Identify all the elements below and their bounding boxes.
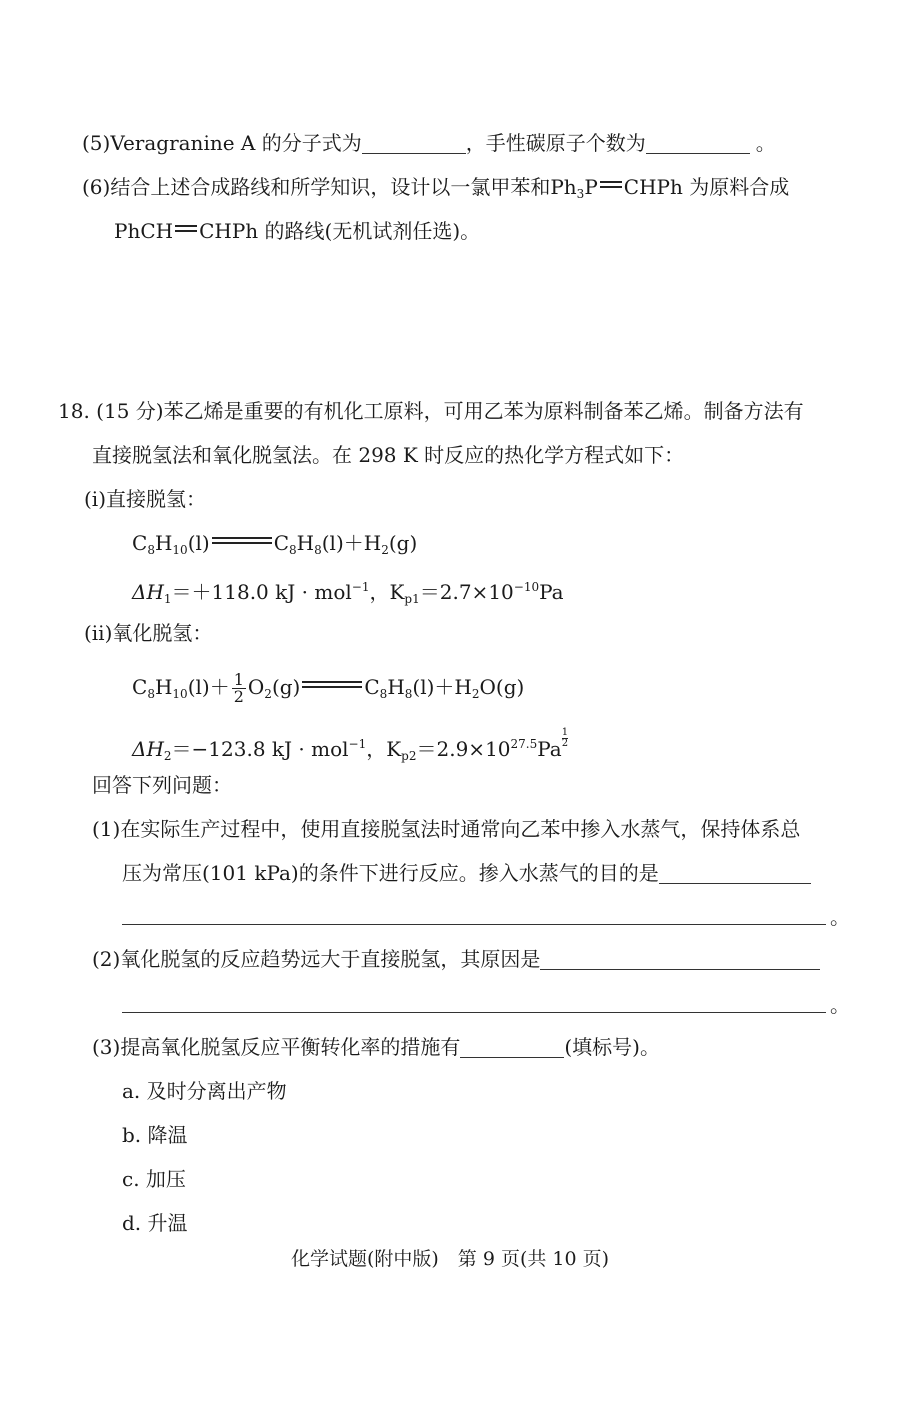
option-a: a. 及时分离出产物 <box>122 1079 287 1103</box>
q18-part3: (3)提高氧化脱氢反应平衡转化率的措施有 (填标号)。 <box>92 1035 660 1059</box>
answer-blank-reason[interactable] <box>540 949 820 970</box>
fraction-one-half: $\frac{1}{2}$ <box>233 670 244 706</box>
q18-dh2: $\Delta H_2=-123.8$ kJ · mol$^{-1}$，$K_{p2}=2.9\times 10^{27.5}Pa$ $\frac{1}{2}$ <box>132 727 569 763</box>
q18-answer-heading: 回答下列问题： <box>92 773 232 797</box>
q18-intro-line2: 直接脱氢法和氧化脱氢法。在 298 K 时反应的热化学方程式如下： <box>92 443 685 467</box>
answer-blank-steam-purpose[interactable] <box>659 863 811 884</box>
answer-blank-chiral-count[interactable] <box>646 133 750 154</box>
q17-part6-line2: PhCH CHPh 的路线(无机试剂任选)。 <box>114 219 481 243</box>
q17-part6-line1: (6)结合上述合成路线和所学知识，设计以一氯甲苯和$Ph_3P$ CHPh 为原料合成 <box>82 175 790 201</box>
q18-oxidative-label: (ⅱ)氧化脱氢： <box>84 621 213 645</box>
answer-blank-formula[interactable] <box>362 133 466 154</box>
equals-arrow <box>212 537 272 544</box>
exponent-one-half: $\frac{1}{2}$ <box>561 727 569 749</box>
double-bond-symbol <box>175 225 197 232</box>
option-b: b. 降温 <box>122 1123 188 1147</box>
double-bond-symbol <box>600 181 622 188</box>
option-d: d. 升温 <box>122 1211 188 1235</box>
q18-direct-label: (ⅰ)直接脱氢： <box>84 487 207 511</box>
answer-line-steam-purpose[interactable] <box>122 924 826 925</box>
q18-part1-end: 。 <box>830 905 850 929</box>
answer-line-reason[interactable] <box>122 1012 826 1013</box>
q18-part2-end: 。 <box>830 993 850 1017</box>
q18-part1-line1: (1)在实际生产过程中，使用直接脱氢法时通常向乙苯中掺入水蒸气，保持体系总 <box>92 817 801 841</box>
q18-equation-2: $C_8H_{10}(l)+$ $\frac{1}{2}$ $O_2(g)$ $C_8H_8(l)+H_2O(g)$ <box>132 670 525 706</box>
q18-equation-1: $C_8H_{10}(l)$ $C_8H_8(l)+H_2(g)$ <box>132 531 418 557</box>
q18-intro-line1: 18. (15 分)苯乙烯是重要的有机化工原料，可用乙苯为原料制备苯乙烯。制备方法有 <box>58 399 804 423</box>
answer-blank-measures[interactable] <box>460 1037 564 1058</box>
q18-part1-line2: 压为常压(101 kPa)的条件下进行反应。掺入水蒸气的目的是 <box>122 860 811 886</box>
q18-dh1: $\Delta H_1=+118.0$ kJ · mol$^{-1}$，$K_{p1}=2.7\times 10^{-10}Pa$ <box>132 580 564 606</box>
q18-part2-line1: (2)氧化脱氢的反应趋势远大于直接脱氢，其原因是 <box>92 946 820 972</box>
page-footer: 化学试题(附中版) 第 9 页(共 10 页) <box>290 1248 610 1270</box>
equals-arrow <box>302 681 362 688</box>
q17-part5: (5)Veragranine A 的分子式为 ，手性碳原子个数为 。 <box>82 131 776 155</box>
option-c: c. 加压 <box>122 1167 186 1191</box>
